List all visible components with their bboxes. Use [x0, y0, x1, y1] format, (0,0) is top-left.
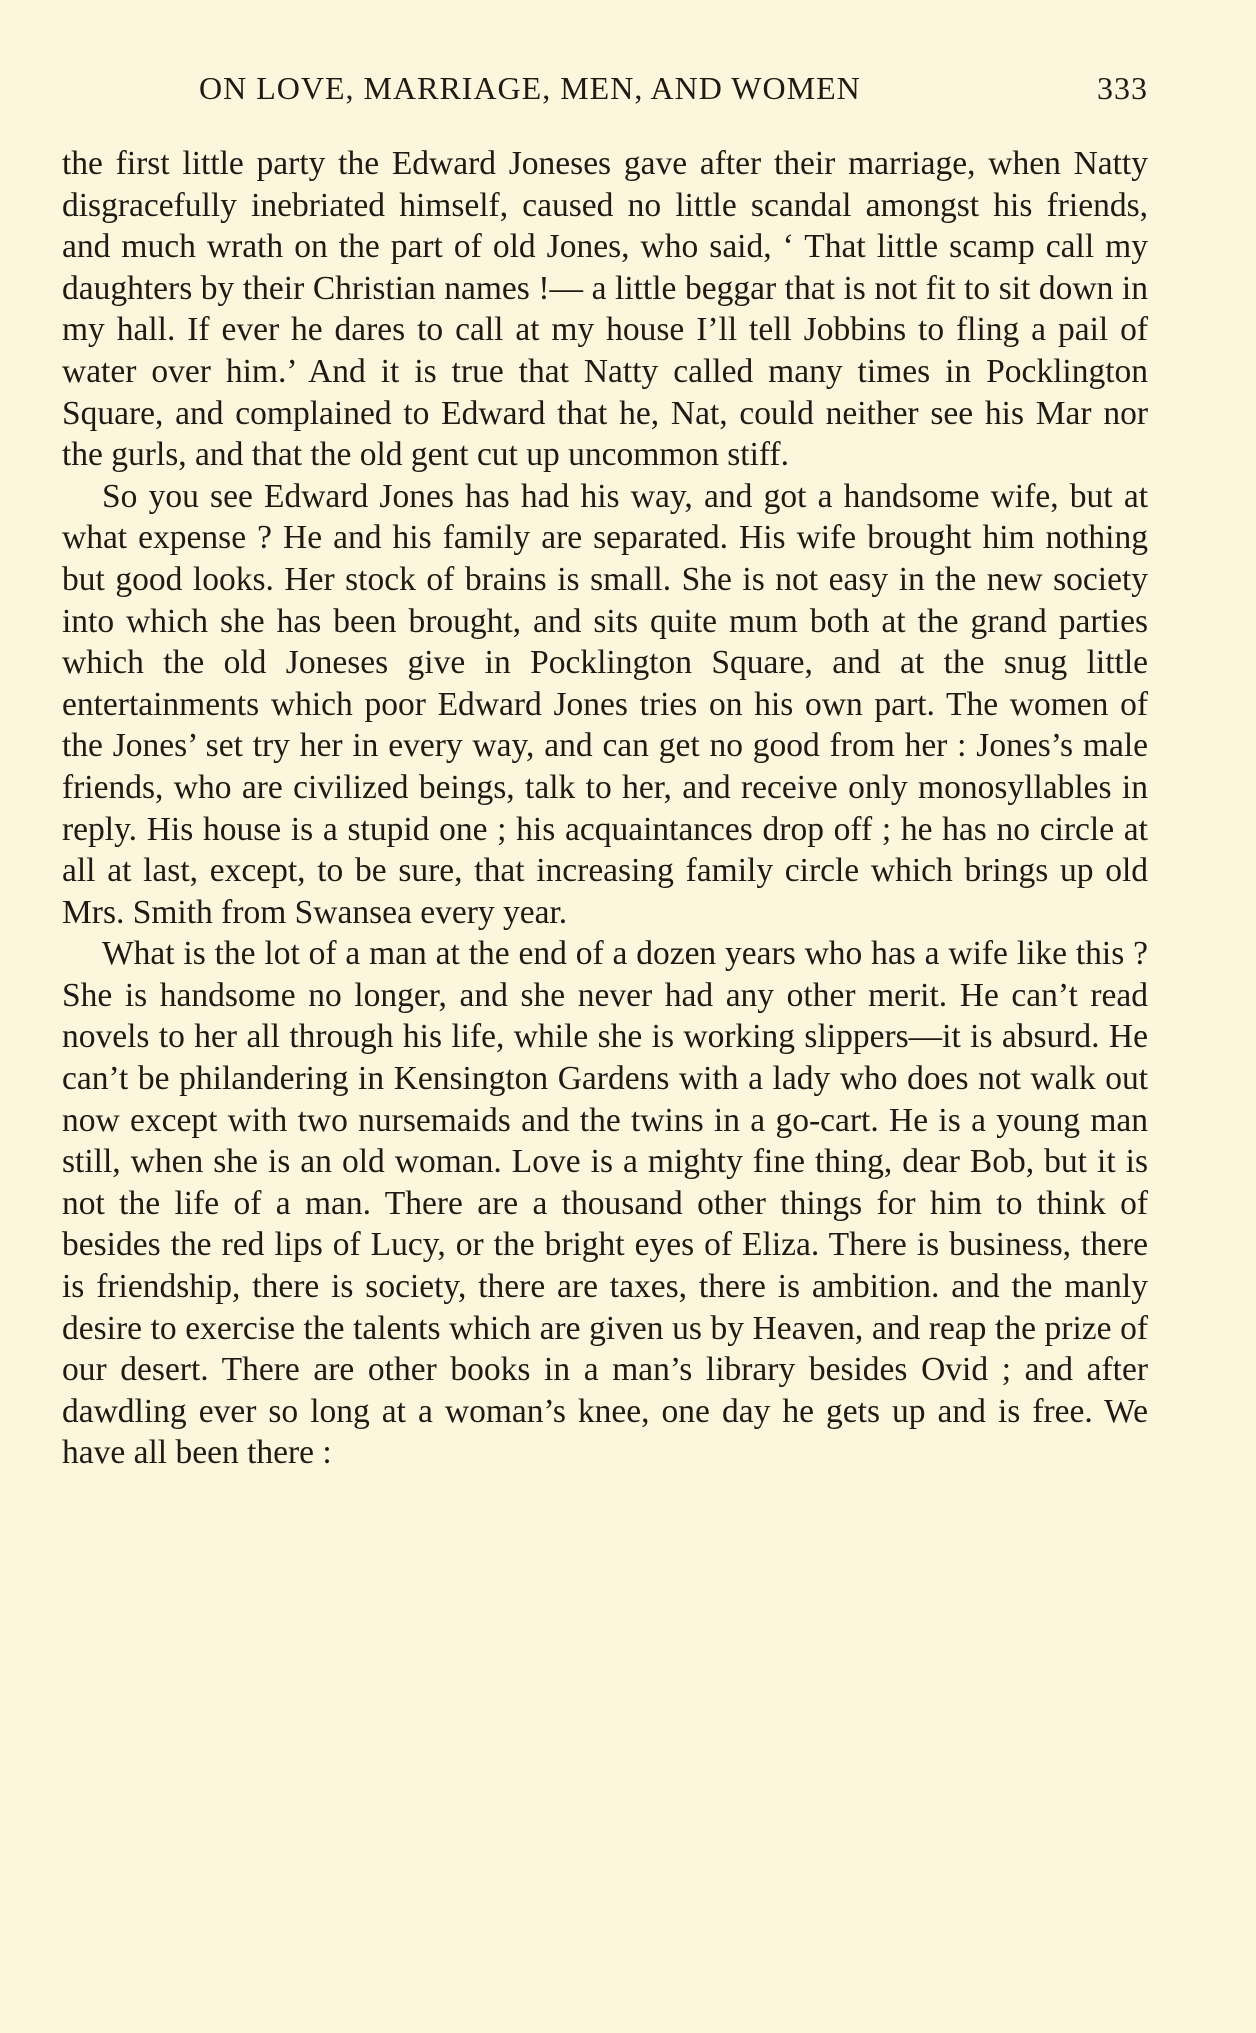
paragraph-2: So you see Edward Jones has had his way, and got a handsome wife, but at what expense ? He and his family are separated. His wife brought him nothing but good looks. Her stock of brains is small. She is not easy in the new society into which she has been brought, and sits quite mum both at the grand parties which the old Joneses give in Pocklington Square, and at the snug little entertainments which poor Edward Jones tries on his own part. The women of the Jones’ set try her in every way, and can get no good from her : Jones’s male friends, who are civilized beings, talk to her, and receive only monosyllables in reply. His house is a stupid one ; his acquaintances drop off ; he has no circle at all at last, except, to be sure, that increasing family circle which brings up old Mrs. Smith from Swansea every year. — [62, 477, 1148, 931]
paragraph-1: the first little party the Edward Joneses gave after their marriage, when Natty disgracefully inebriated himself, caused no little scandal amongst his friends, and much wrath on the part of old Jones, who said, ‘ That little scamp call my daughters by their Christian names !— a little beggar that is not fit to sit down in my hall. If ever he dares to call at my house I’ll tell Jobbins to fling a pail of water over him.’ And it is true that Natty called many times in Pocklington Square, and complained to Edward that he, Nat, could neither see his Mar nor the gurls, and that the old gent cut up uncommon stiff. — [62, 145, 1148, 474]
paragraph-3: What is the lot of a man at the end of a dozen years who has a wife like this ? She is handsome no longer, and she never had any other merit. He can’t read novels to her all through his life, while she is working slippers—it is absurd. He can’t be philandering in Kensington Gardens with a lady who does not walk out now except with two nursemaids and the twins in a go-cart. He is a young man still, when she is an old woman. Love is a mighty fine thing, dear Bob, but it is not the life of a man. There are a thousand other things for him to think of besides the red lips of Lucy, or the bright eyes of Eliza. There is business, there is friendship, there is society, there are taxes, there is ambition. and the manly desire to exercise the talents which are given us by Heaven, and reap the prize of our desert. There are other books in a man’s library besides Ovid ; and after dawdling ever so long at a woman’s knee, one day he gets up and is free. We have all been there : — [62, 935, 1148, 1472]
page-number: 333 — [1097, 70, 1148, 106]
running-head-title: ON LOVE, MARRIAGE, MEN, AND WOMEN — [199, 70, 861, 106]
running-head — [62, 64, 1148, 112]
body-text — [62, 143, 1148, 1474]
